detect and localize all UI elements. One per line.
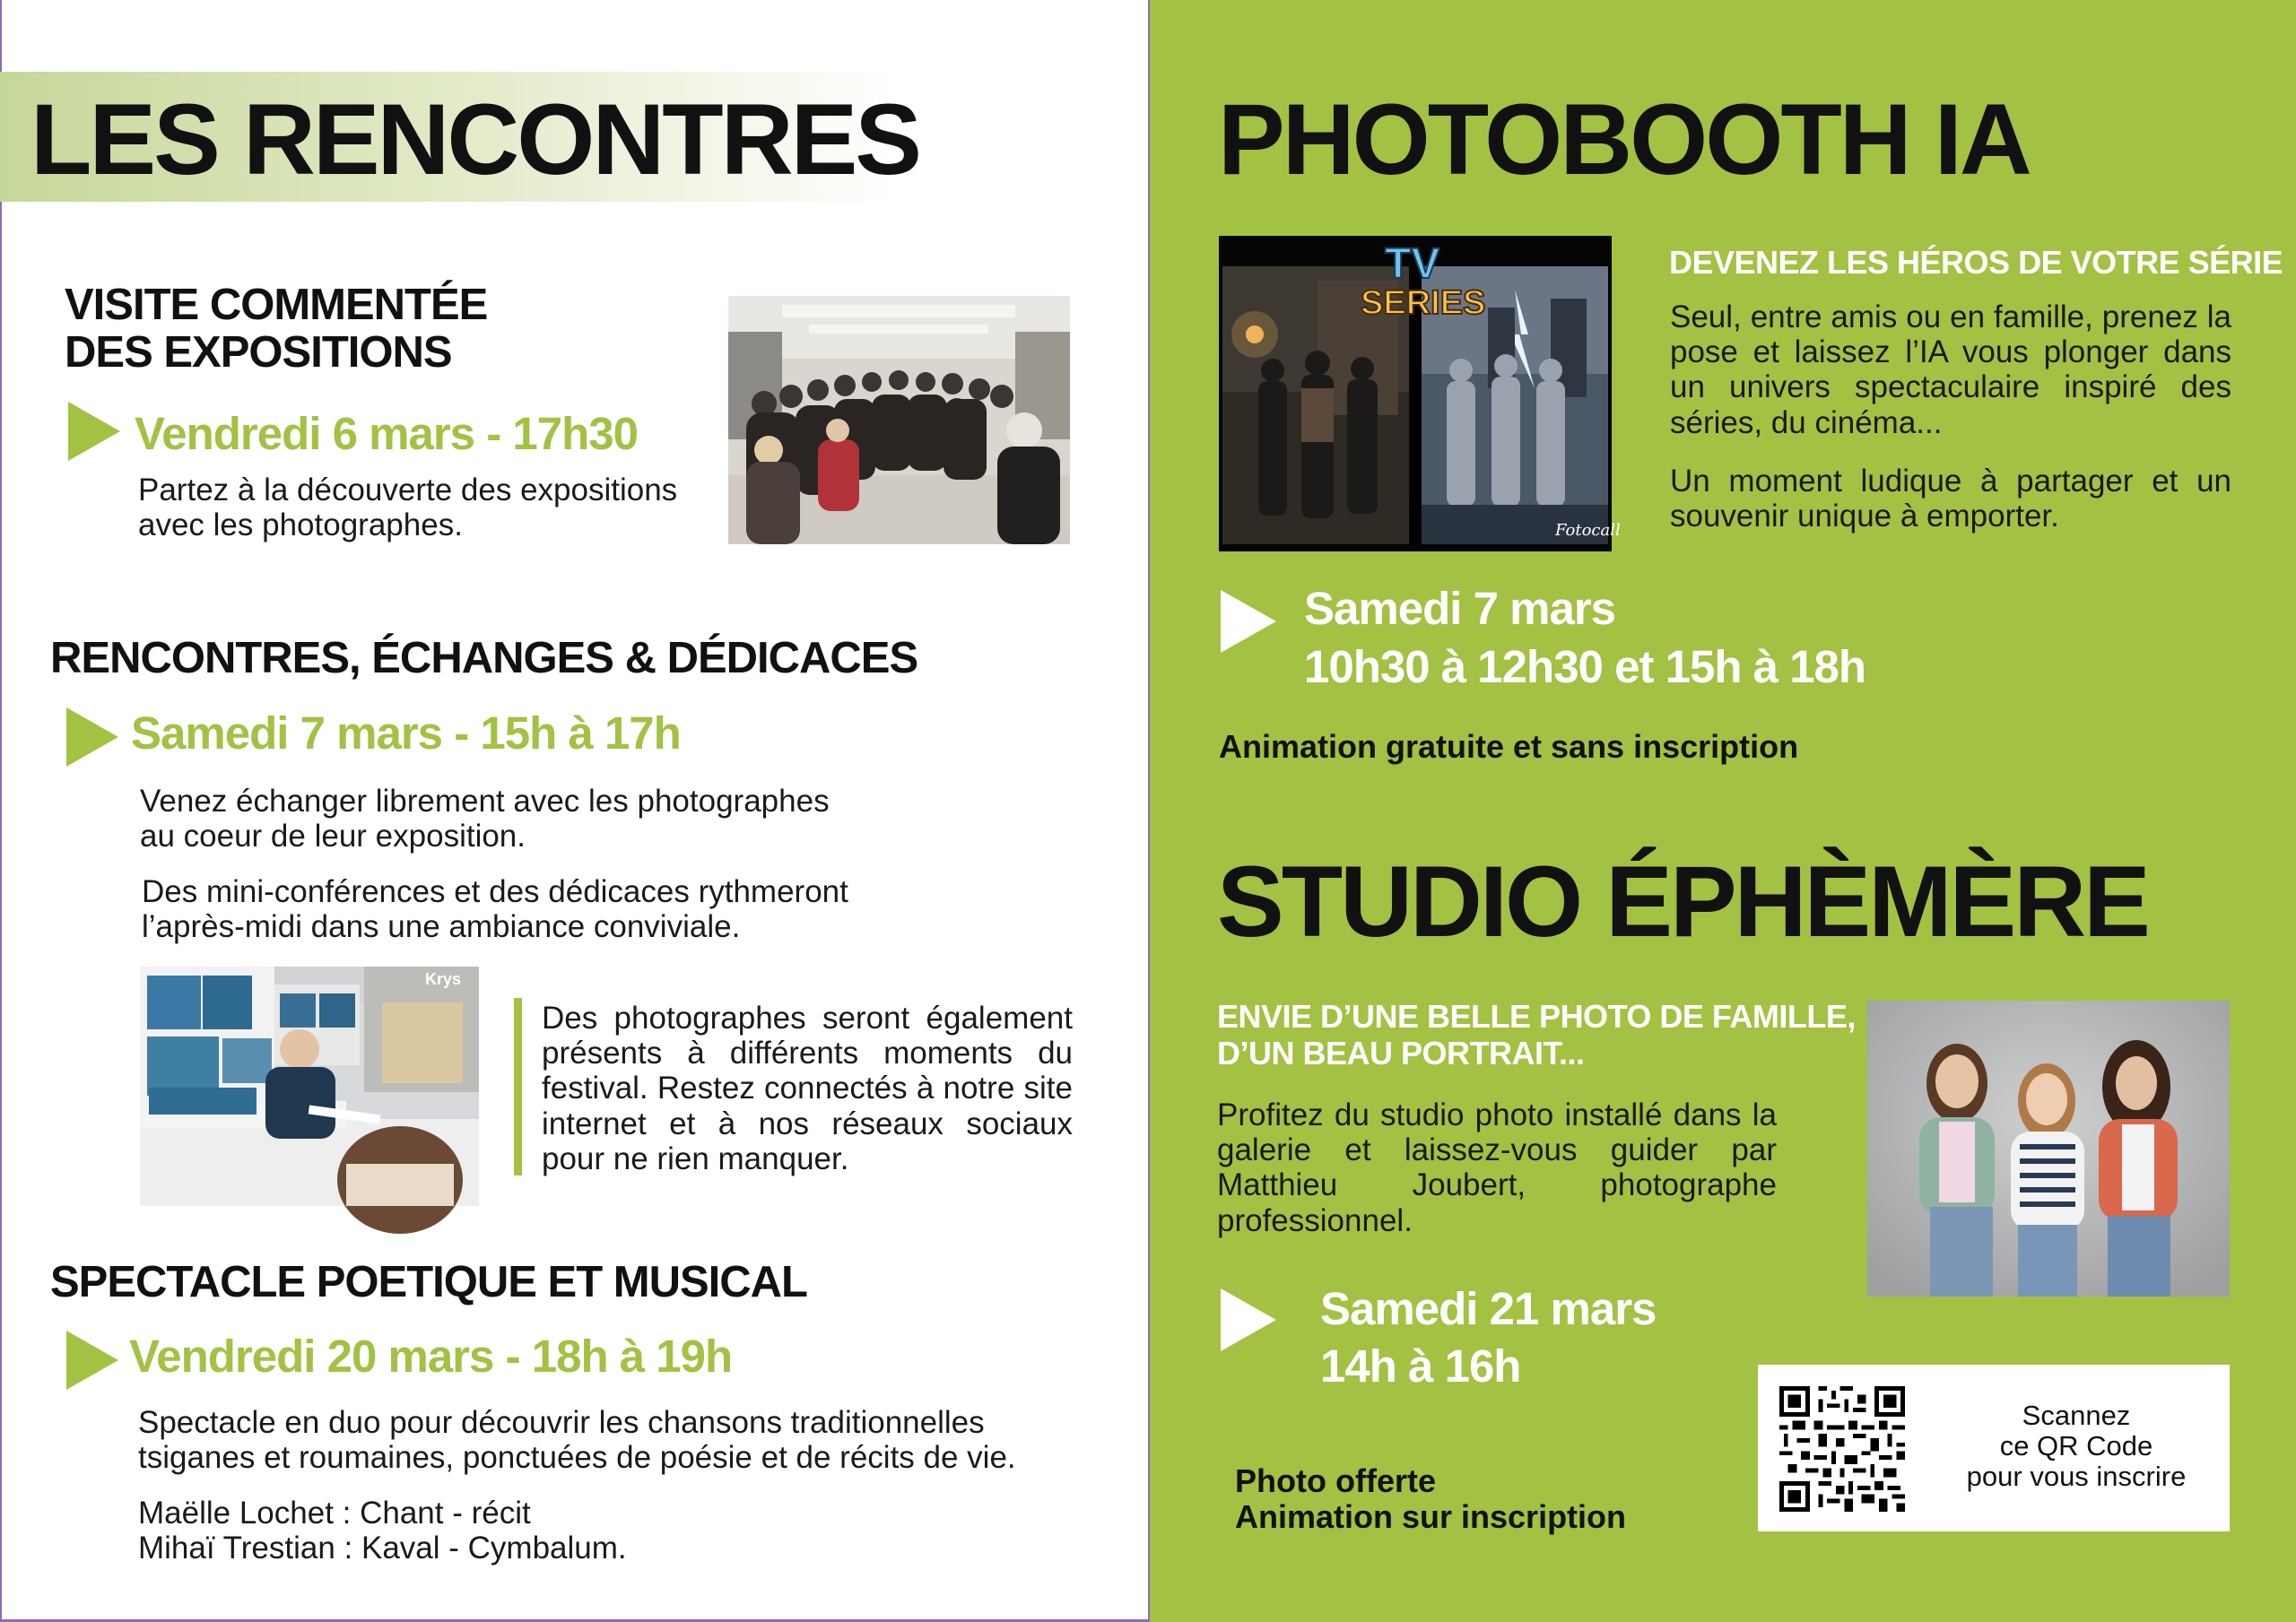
poster-series-label: SERIES (1361, 284, 1486, 322)
studio-note (1235, 1463, 1626, 1536)
rencontres-para2 (142, 874, 949, 944)
right-panel (1148, 0, 2296, 1622)
photobooth-date-line1: Samedi 7 mars (1304, 583, 1616, 634)
tv-series-poster (1219, 236, 1621, 551)
rencontres-para2-line2: l’après-midi dans une ambiance conviviale. (142, 909, 741, 945)
photobooth-para1: Seul, entre amis ou en famille, prenez la pose et laissez l’IA vous plonger dans un univers spectaculaire inspiré des séries, du cinéma... (1670, 299, 2231, 440)
studio-subtitle-line1: ENVIE D’UNE BELLE PHOTO DE FAMILLE, (1217, 998, 1856, 1035)
spectacle-title: SPECTACLE POETIQUE ET MUSICAL (50, 1258, 807, 1306)
left-edge-line (0, 0, 2, 1622)
family-portrait-photo (1867, 1001, 2230, 1297)
play-arrow-icon (68, 402, 120, 461)
spectacle-text-line2: tsiganes et roumaines, ponctuées de poésie et de récits de vie. (138, 1440, 1016, 1476)
photobooth-date-line2: 10h30 à 12h30 et 15h à 18h (1304, 641, 1866, 693)
visite-text-line1: Partez à la découverte des expositions (138, 473, 678, 507)
photobooth-para2: Un moment ludique à partager et un souvenir unique à emporter. (1670, 464, 2231, 534)
visite-text (138, 473, 730, 542)
aside-accent-bar (514, 998, 522, 1175)
play-arrow-icon (1221, 1288, 1276, 1351)
studio-date-line1: Samedi 21 mars (1320, 1283, 1657, 1334)
qr-line1: Scannez (2022, 1400, 2131, 1431)
photobooth-note: Animation gratuite et sans inscription (1219, 728, 1799, 765)
play-arrow-icon (66, 1331, 118, 1390)
photobooth-subtitle: DEVENEZ LES HÉROS DE VOTRE SÉRIE (1669, 244, 2283, 281)
studio-note-line2: Animation sur inscription (1235, 1498, 1627, 1536)
artist-1: Maëlle Lochet : Chant - récit (138, 1496, 531, 1531)
studio-para: Profitez du studio photo installé dans la galerie et laissez-vous guider par Matthieu Joubert, photographe professionnel. (1217, 1097, 1777, 1238)
spectacle-date: Vendredi 20 mars - 18h à 19h (129, 1331, 733, 1382)
studio-subtitle (1217, 998, 1856, 1072)
qr-code-icon[interactable] (1779, 1386, 1905, 1512)
spectacle-text-line1: Spectacle en duo pour découvrir les chansons traditionnelles (138, 1405, 985, 1440)
krys-sign: Krys (425, 970, 462, 988)
artist-2: Mihaï Trestian : Kaval - Cymbalum. (138, 1531, 627, 1566)
visite-title (65, 282, 487, 377)
studio-note-line1: Photo offerte (1235, 1462, 1436, 1499)
qr-box[interactable] (1758, 1365, 2230, 1531)
visite-title-line2: DES EXPOSITIONS (65, 327, 452, 377)
rencontres-para1-line1: Venez échanger librement avec les photographes (140, 784, 830, 819)
studio-subtitle-line2: D’UN BEAU PORTRAIT... (1217, 1035, 1585, 1072)
rencontres-para2-line1: Des mini-conférences et des dédicaces rythmeront (142, 874, 848, 909)
page-title-studio: STUDIO ÉPHÈMÈRE (1217, 846, 2148, 958)
rencontres-date: Samedi 7 mars - 15h à 17h (131, 707, 681, 759)
visite-date: Vendredi 6 mars - 17h30 (135, 408, 638, 459)
page-title-photobooth: PHOTOBOOTH IA (1218, 83, 2030, 195)
qr-line3: pour vous inscrire (1966, 1461, 2187, 1493)
play-arrow-icon (1221, 590, 1276, 653)
poster-fotocall-sign: Fotocall (1555, 521, 1621, 540)
studio-date-line2: 14h à 16h (1320, 1340, 1521, 1392)
rencontres-aside: Des photographes seront également présents à différents moments du festival. Restez connectés à notre site internet et à nos réseaux sociaux pour ne rien manquer. (542, 1001, 1073, 1176)
visite-title-line1: VISITE COMMENTÉE (65, 281, 488, 329)
visite-text-line2: avec les photographes. (138, 507, 463, 543)
rencontres-para1-line2: au coeur de leur exposition. (140, 819, 526, 854)
studio-date (1320, 1280, 1656, 1395)
rencontres-title: RENCONTRES, ÉCHANGES & DÉDICACES (50, 634, 918, 682)
spectacle-text (138, 1405, 1125, 1475)
play-arrow-icon (66, 707, 118, 767)
poster-tv-label: TV (1385, 240, 1440, 288)
page-title-rencontres: LES RENCONTRES (30, 83, 919, 195)
qr-line2: ce QR Code (1999, 1430, 2153, 1462)
signing-table-photo (140, 967, 479, 1206)
gallery-crowd-photo (728, 296, 1070, 544)
qr-instructions (1937, 1401, 2215, 1492)
rencontres-para1 (140, 784, 947, 854)
spectacle-artists (138, 1496, 1035, 1566)
photobooth-date (1304, 579, 1866, 697)
